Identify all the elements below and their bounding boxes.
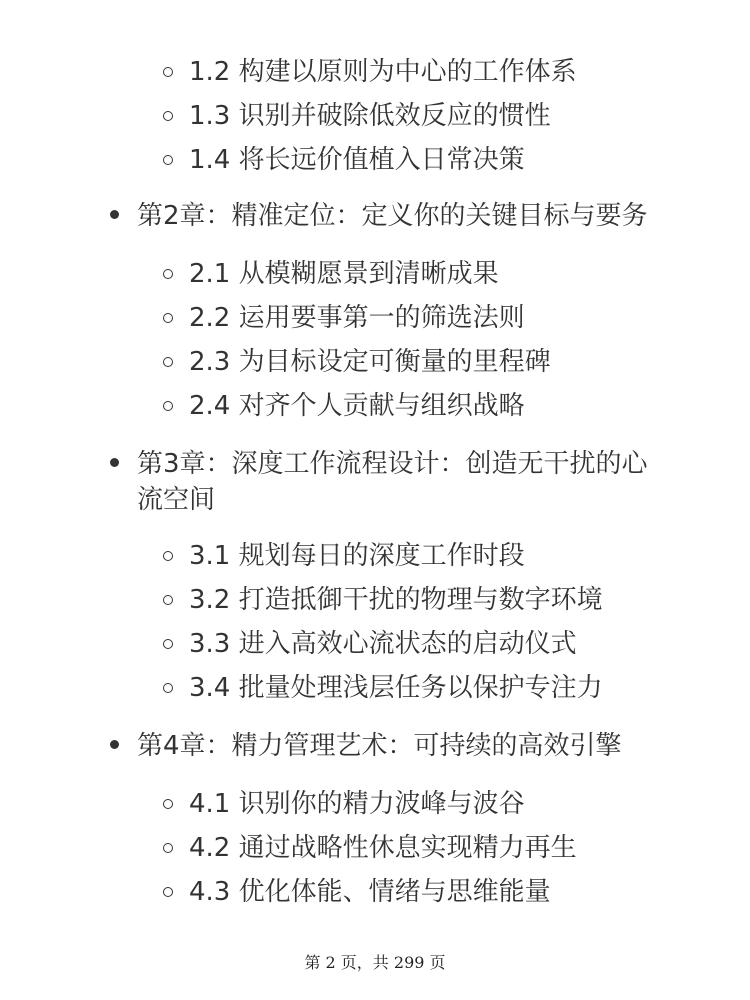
section-label: 4.2 通过战略性休息实现精力再生 <box>189 833 577 863</box>
disc-bullet-icon <box>110 458 119 467</box>
section-label: 2.3 为目标设定可衡量的里程碑 <box>189 347 551 377</box>
section-label: 2.4 对齐个人贡献与组织战略 <box>189 391 525 421</box>
circle-bullet-icon <box>163 887 173 897</box>
toc-section-item[interactable] <box>163 256 499 292</box>
disc-bullet-icon <box>110 740 119 749</box>
toc-section-item[interactable] <box>163 98 551 134</box>
circle-bullet-icon <box>163 313 173 323</box>
toc-section-item[interactable] <box>163 388 525 424</box>
section-label: 1.4 将长远价值植入日常决策 <box>189 145 525 175</box>
chapter-title: 第4章：精力管理艺术：可持续的高效引擎 <box>137 731 622 761</box>
section-label: 3.2 打造抵御干扰的物理与数字环境 <box>189 585 603 615</box>
section-label: 1.3 识别并破除低效反应的惯性 <box>189 101 551 131</box>
toc-section-item[interactable] <box>163 670 603 706</box>
toc-section-item[interactable] <box>163 142 525 178</box>
circle-bullet-icon <box>163 67 173 77</box>
circle-bullet-icon <box>163 799 173 809</box>
toc-chapter-item[interactable] <box>110 198 667 234</box>
chapter-title: 第3章：深度工作流程设计：创造无干扰的心流空间 <box>137 449 648 515</box>
toc-chapter-item[interactable] <box>110 728 667 764</box>
section-label: 4.3 优化体能、情绪与思维能量 <box>189 877 551 907</box>
section-label: 3.4 批量处理浅层任务以保护专注力 <box>189 673 603 703</box>
circle-bullet-icon <box>163 269 173 279</box>
toc-section-item[interactable] <box>163 626 577 662</box>
section-label: 3.1 规划每日的深度工作时段 <box>189 541 525 571</box>
toc-section-item[interactable] <box>163 538 525 574</box>
toc-section-item[interactable] <box>163 830 577 866</box>
section-label: 1.2 构建以原则为中心的工作体系 <box>189 57 577 87</box>
toc-section-item[interactable] <box>163 582 603 618</box>
toc-section-item[interactable] <box>163 874 551 910</box>
section-label: 2.1 从模糊愿景到清晰成果 <box>189 259 499 289</box>
circle-bullet-icon <box>163 111 173 121</box>
toc-section-item[interactable] <box>163 344 551 380</box>
toc-chapter-item[interactable] <box>110 446 667 518</box>
circle-bullet-icon <box>163 843 173 853</box>
toc-section-item[interactable] <box>163 786 525 822</box>
toc-section-item[interactable] <box>163 300 525 336</box>
circle-bullet-icon <box>163 639 173 649</box>
circle-bullet-icon <box>163 551 173 561</box>
toc-section-item[interactable] <box>163 54 577 90</box>
circle-bullet-icon <box>163 155 173 165</box>
circle-bullet-icon <box>163 683 173 693</box>
chapter-title: 第2章：精准定位：定义你的关键目标与要务 <box>137 201 648 231</box>
page-number-footer: 第 2 页，共 299 页 <box>304 953 446 972</box>
disc-bullet-icon <box>110 210 119 219</box>
section-label: 4.1 识别你的精力波峰与波谷 <box>189 789 525 819</box>
section-label: 2.2 运用要事第一的筛选法则 <box>189 303 525 333</box>
circle-bullet-icon <box>163 401 173 411</box>
circle-bullet-icon <box>163 595 173 605</box>
section-label: 3.3 进入高效心流状态的启动仪式 <box>189 629 577 659</box>
circle-bullet-icon <box>163 357 173 367</box>
